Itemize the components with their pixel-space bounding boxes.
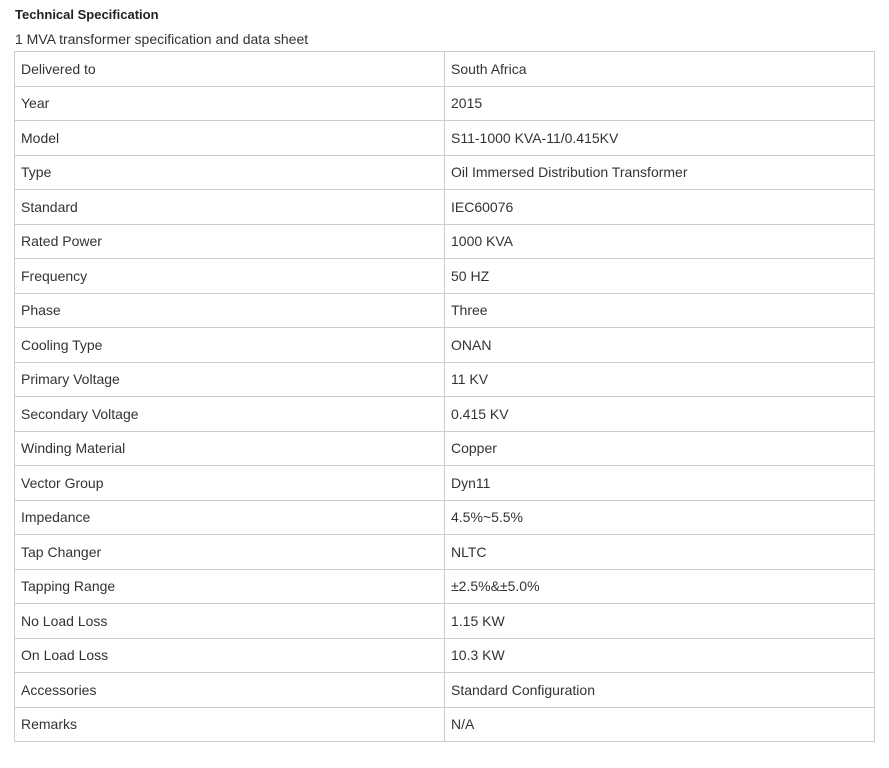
- spec-label: Frequency: [15, 259, 445, 294]
- spec-label: Year: [15, 86, 445, 121]
- spec-label: Remarks: [15, 707, 445, 742]
- table-row: [15, 604, 875, 639]
- spec-label: Tapping Range: [15, 569, 445, 604]
- spec-value: 2015: [445, 86, 875, 121]
- spec-table-body: [15, 52, 875, 742]
- spec-label: Vector Group: [15, 466, 445, 501]
- table-row: [15, 638, 875, 673]
- spec-label: Standard: [15, 190, 445, 225]
- table-row: [15, 535, 875, 570]
- table-row: [15, 569, 875, 604]
- spec-value: Three: [445, 293, 875, 328]
- spec-label: Cooling Type: [15, 328, 445, 363]
- table-row: [15, 500, 875, 535]
- spec-label: Type: [15, 155, 445, 190]
- table-row: [15, 121, 875, 156]
- spec-label: Rated Power: [15, 224, 445, 259]
- spec-value: Dyn11: [445, 466, 875, 501]
- spec-value: 1.15 KW: [445, 604, 875, 639]
- section-title: Technical Specification: [15, 7, 159, 22]
- table-row: [15, 397, 875, 432]
- section-subtitle: 1 MVA transformer specification and data sheet: [15, 31, 309, 47]
- table-row: [15, 707, 875, 742]
- spec-value: IEC60076: [445, 190, 875, 225]
- spec-value: Oil Immersed Distribution Transformer: [445, 155, 875, 190]
- table-row: [15, 52, 875, 87]
- spec-label: Secondary Voltage: [15, 397, 445, 432]
- spec-value: ONAN: [445, 328, 875, 363]
- table-row: [15, 673, 875, 708]
- table-row: [15, 293, 875, 328]
- spec-value: Copper: [445, 431, 875, 466]
- spec-label: Delivered to: [15, 52, 445, 87]
- table-row: [15, 155, 875, 190]
- spec-value: S11-1000 KVA-11/0.415KV: [445, 121, 875, 156]
- spec-label: Model: [15, 121, 445, 156]
- spec-value: 10.3 KW: [445, 638, 875, 673]
- spec-value: 11 KV: [445, 362, 875, 397]
- table-row: [15, 431, 875, 466]
- table-row: [15, 224, 875, 259]
- spec-label: Accessories: [15, 673, 445, 708]
- spec-label: On Load Loss: [15, 638, 445, 673]
- spec-value: South Africa: [445, 52, 875, 87]
- spec-value: 50 HZ: [445, 259, 875, 294]
- table-row: [15, 362, 875, 397]
- table-row: [15, 328, 875, 363]
- table-row: [15, 86, 875, 121]
- spec-label: Winding Material: [15, 431, 445, 466]
- spec-label: Tap Changer: [15, 535, 445, 570]
- spec-value: Standard Configuration: [445, 673, 875, 708]
- spec-label: Impedance: [15, 500, 445, 535]
- spec-value: NLTC: [445, 535, 875, 570]
- spec-value: 4.5%~5.5%: [445, 500, 875, 535]
- spec-value: ±2.5%&±5.0%: [445, 569, 875, 604]
- table-row: [15, 466, 875, 501]
- spec-value: N/A: [445, 707, 875, 742]
- spec-label: Primary Voltage: [15, 362, 445, 397]
- spec-label: Phase: [15, 293, 445, 328]
- spec-table: [14, 51, 875, 742]
- spec-value: 0.415 KV: [445, 397, 875, 432]
- spec-label: No Load Loss: [15, 604, 445, 639]
- spec-value: 1000 KVA: [445, 224, 875, 259]
- table-row: [15, 190, 875, 225]
- table-row: [15, 259, 875, 294]
